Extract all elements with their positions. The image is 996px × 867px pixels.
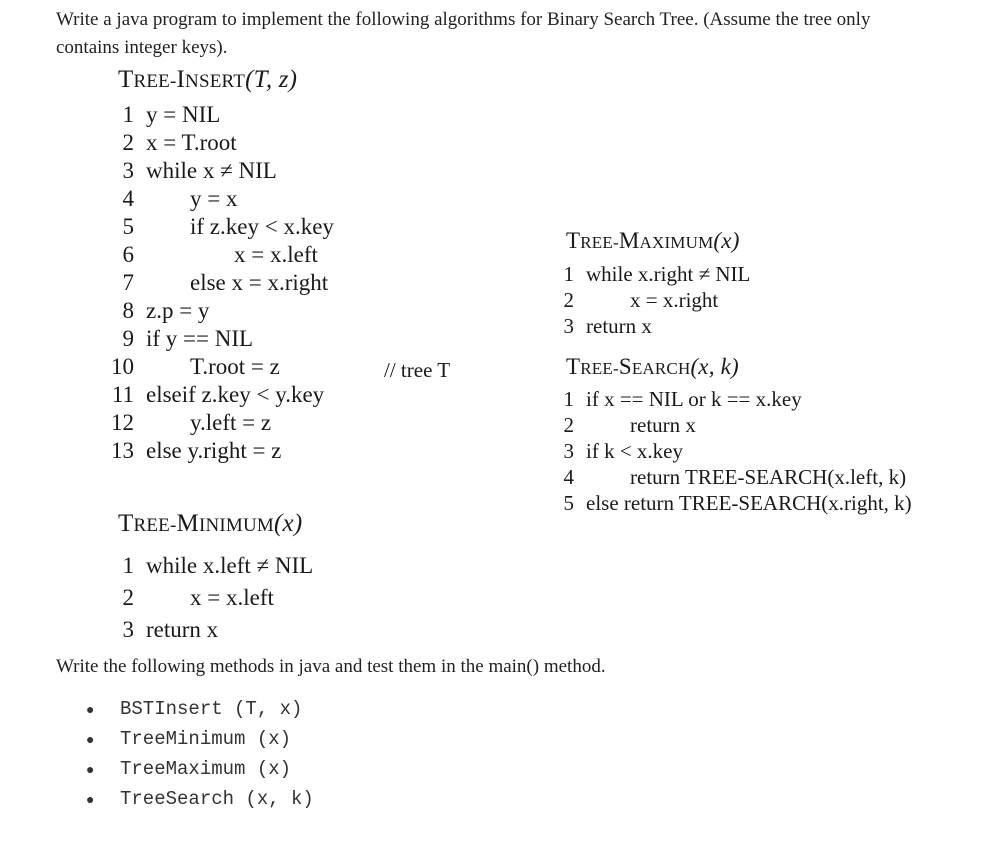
code-text: else y.right = z [146,438,282,463]
code-text: while x.right ≠ NIL [586,262,751,286]
code-line [98,241,334,269]
tree-search-code [552,386,912,516]
title-part: T [118,510,134,537]
title-args: (x) [274,510,303,537]
title-part: REE- [133,71,177,92]
intro-text: Write a java program to implement the following algorithms for Binary Search Tree. (Assume the tree only contains integer keys). [56,9,871,58]
title-part: NSERT [185,71,246,92]
line-number: 2 [122,585,134,610]
code-text: while x.left ≠ NIL [146,553,314,578]
code-text: else x = x.right [190,270,329,295]
method-name: TreeSearch (x, k) [120,788,314,811]
tree-insert-title [118,66,297,94]
line-number: 1 [563,262,574,286]
tree-minimum-title [118,510,302,538]
title-args: (T, z) [245,66,298,93]
code-line [552,490,912,516]
method-name: BSTInsert (T, x) [120,698,303,721]
code-line [98,614,313,646]
code-text: x = x.left [234,242,318,267]
line-number: 8 [122,298,134,323]
code-text: y = x [190,186,238,211]
title-args: (x) [713,228,740,253]
line-number: 10 [111,354,134,379]
title-part: T [566,354,581,379]
title-part: INIMUM [198,515,275,536]
code-text: elseif z.key < y.key [146,382,325,407]
line-number: 1 [122,102,134,127]
code-line [552,287,750,313]
title-part: EARCH [631,359,691,378]
code-line [98,157,334,185]
title-part: REE- [133,515,177,536]
tree-maximum-code [552,261,750,339]
list-item [86,724,314,754]
line-number: 3 [563,314,574,338]
tree-comment: // tree T [384,358,451,382]
list-item [86,694,314,724]
code-text: if k < x.key [586,439,683,463]
code-text: x = T.root [146,130,237,155]
code-text: y.left = z [190,410,272,435]
line-number: 3 [122,158,134,183]
list-item [86,784,314,814]
line-number: 2 [563,413,574,437]
code-text: if y == NIL [146,326,254,351]
code-line [552,464,912,490]
line-number: 2 [122,130,134,155]
code-text: if x == NIL or k == x.key [586,387,802,411]
code-text: while x ≠ NIL [146,158,277,183]
bullet-icon: ● [86,731,95,747]
title-part: M [176,510,199,537]
tree-search-title [566,354,739,380]
code-line [552,261,750,287]
line-number: 2 [563,288,574,312]
code-text: z.p = y [146,298,210,323]
code-line [98,409,334,437]
code-line [98,381,334,409]
line-number: 1 [563,387,574,411]
instructions-paragraph: Write the following methods in java and test them in the main() method. [56,656,606,677]
code-text: return x [146,617,219,642]
code-line [98,297,334,325]
title-part: T [566,228,581,253]
code-line [552,313,750,339]
code-line [98,325,334,353]
title-args: (x, k) [690,354,739,379]
title-part: AXIMUM [639,233,714,252]
code-line [98,437,334,465]
code-text: if z.key < x.key [190,214,334,239]
line-number: 4 [563,465,574,489]
line-number: 4 [122,186,134,211]
line-number: 5 [563,491,574,515]
code-line [98,550,313,582]
title-part: I [176,66,186,93]
tree-maximum-title [566,228,740,254]
title-part: S [618,354,632,379]
tree-minimum-code [98,550,313,646]
code-line [552,438,912,464]
title-part: REE- [580,359,619,378]
line-number: 3 [563,439,574,463]
code-text: return TREE-SEARCH(x.left, k) [630,465,907,489]
bullet-icon: ● [86,761,95,777]
code-line [98,269,334,297]
tree-insert-code [98,101,334,465]
code-text: return x [586,314,652,338]
code-text: else return TREE-SEARCH(x.right, k) [586,491,912,515]
method-name: TreeMaximum (x) [120,758,292,781]
code-text: return x [630,413,696,437]
line-number: 11 [111,382,134,407]
code-text: x = x.right [630,288,719,312]
code-line [552,412,912,438]
bullet-icon: ● [86,701,95,717]
code-line [552,386,912,412]
code-line [98,353,334,381]
title-part: M [618,228,640,253]
list-item [86,754,314,784]
line-number: 3 [122,617,134,642]
method-name: TreeMinimum (x) [120,728,292,751]
line-number: 13 [111,438,134,463]
title-part: T [118,66,134,93]
method-list [86,694,314,814]
code-text: x = x.left [190,585,274,610]
line-number: 5 [122,214,134,239]
line-number: 9 [122,326,134,351]
line-number: 7 [122,270,134,295]
code-text: y = NIL [146,102,221,127]
code-line [98,101,334,129]
bullet-icon: ● [86,791,95,807]
line-number: 6 [122,242,134,267]
code-line [98,213,334,241]
title-part: REE- [580,233,619,252]
code-line [98,582,313,614]
line-number: 1 [122,553,134,578]
code-line [98,185,334,213]
line-number: 12 [111,410,134,435]
code-text: T.root = z [190,354,280,379]
code-line [98,129,334,157]
